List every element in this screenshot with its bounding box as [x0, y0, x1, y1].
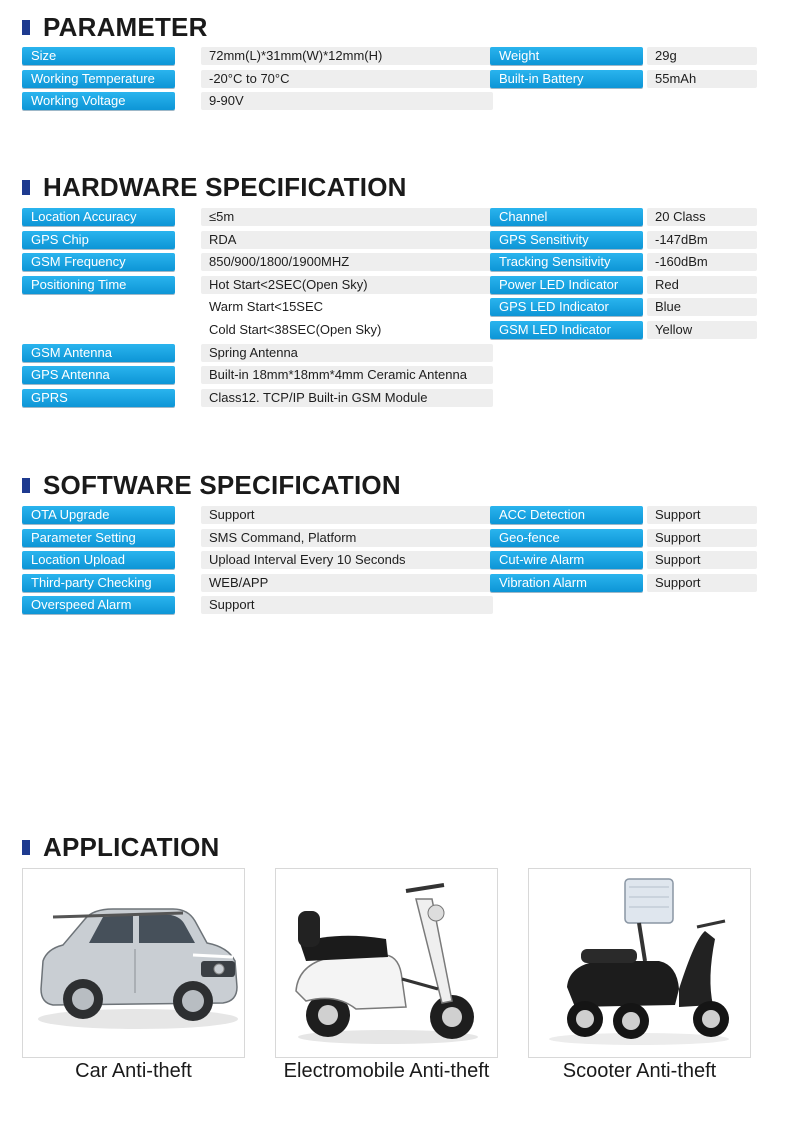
- spec-label: Size: [22, 47, 175, 65]
- spec-value: Warm Start<15SEC: [209, 299, 324, 315]
- spec-value: Support: [647, 529, 757, 547]
- spec-value: Upload Interval Every 10 Seconds: [201, 551, 493, 569]
- spec-value: Support: [201, 506, 493, 524]
- parameter-right-table: [490, 46, 757, 91]
- spec-label: Geo-fence: [490, 529, 643, 547]
- spec-label: Positioning Time: [22, 276, 175, 294]
- spec-label: Location Upload: [22, 551, 175, 569]
- spec-label: OTA Upgrade: [22, 506, 175, 524]
- spec-value: -20°C to 70°C: [201, 70, 493, 88]
- car-image: [22, 868, 245, 1058]
- spec-value: Support: [201, 596, 493, 614]
- spec-label: Tracking Sensitivity: [490, 253, 643, 271]
- spec-label: Working Voltage: [22, 92, 175, 110]
- spec-row: [490, 230, 757, 253]
- heading-marker-icon: [22, 20, 30, 35]
- spec-row: [22, 343, 493, 366]
- spec-value: WEB/APP: [201, 574, 493, 592]
- spec-value: 9-90V: [201, 92, 493, 110]
- spec-label: GPS LED Indicator: [490, 298, 643, 316]
- spec-label: Built-in Battery: [490, 70, 643, 88]
- parameter-heading: PARAMETER: [22, 12, 208, 42]
- spec-label: Channel: [490, 208, 643, 226]
- tricycle-scooter-image: [528, 868, 751, 1058]
- parameter-left-table: [22, 46, 493, 114]
- spec-value: ≤5m: [201, 208, 493, 226]
- spec-label: GSM Frequency: [22, 253, 175, 271]
- spec-row: [490, 320, 757, 343]
- software-heading: SOFTWARE SPECIFICATION: [22, 470, 401, 500]
- heading-marker-icon: [22, 180, 30, 195]
- spec-label: GPS Sensitivity: [490, 231, 643, 249]
- spec-value: 20 Class: [647, 208, 757, 226]
- spec-row: [490, 297, 757, 320]
- spec-row: [22, 69, 493, 92]
- spec-value: Red: [647, 276, 757, 294]
- spec-value: -147dBm: [647, 231, 757, 249]
- spec-row: [22, 550, 493, 573]
- spec-label: Cut-wire Alarm: [490, 551, 643, 569]
- spec-row: [22, 365, 493, 388]
- spec-row: [22, 505, 493, 528]
- spec-label: Parameter Setting: [22, 529, 175, 547]
- spec-value: Hot Start<2SEC(Open Sky): [201, 276, 493, 294]
- spec-row: [22, 230, 493, 253]
- spec-row: [490, 573, 757, 596]
- spec-row: [22, 91, 493, 114]
- scooter-image: [275, 868, 498, 1058]
- caption-scooter: Scooter Anti-theft: [562, 1060, 717, 1082]
- spec-row: [490, 69, 757, 92]
- application-heading: APPLICATION: [22, 832, 220, 862]
- spec-value: Class12. TCP/IP Built-in GSM Module: [201, 389, 493, 407]
- spec-row: [22, 320, 493, 343]
- spec-label: Overspeed Alarm: [22, 596, 175, 614]
- spec-value: Support: [647, 574, 757, 592]
- spec-row: [490, 207, 757, 230]
- spec-label: Working Temperature: [22, 70, 175, 88]
- spec-value: Support: [647, 551, 757, 569]
- spec-value: Yellow: [647, 321, 757, 339]
- hardware-left-table: [22, 207, 493, 410]
- spec-label: ACC Detection: [490, 506, 643, 524]
- spec-row: [490, 275, 757, 298]
- spec-row: [22, 275, 493, 298]
- spec-value: SMS Command, Platform: [201, 529, 493, 547]
- spec-label: Location Accuracy: [22, 208, 175, 226]
- heading-marker-icon: [22, 478, 30, 493]
- caption-electromobile: Electromobile Anti-theft: [283, 1060, 490, 1082]
- spec-value: 55mAh: [647, 70, 757, 88]
- spec-row: [22, 573, 493, 596]
- spec-row: [22, 595, 493, 618]
- spec-label: GPRS: [22, 389, 175, 407]
- spec-row: [22, 528, 493, 551]
- spec-label: GPS Chip: [22, 231, 175, 249]
- spec-label: GSM LED Indicator: [490, 321, 643, 339]
- spec-value: 72mm(L)*31mm(W)*12mm(H): [201, 47, 493, 65]
- spec-row: [490, 528, 757, 551]
- spec-label: GPS Antenna: [22, 366, 175, 384]
- software-left-table: [22, 505, 493, 618]
- spec-row: [22, 388, 493, 411]
- spec-value: Blue: [647, 298, 757, 316]
- spec-label: Weight: [490, 47, 643, 65]
- heading-marker-icon: [22, 840, 30, 855]
- spec-row: [490, 252, 757, 275]
- spec-row: [22, 297, 493, 320]
- caption-car: Car Anti-theft: [75, 1060, 192, 1082]
- spec-row: [490, 505, 757, 528]
- spec-value: Spring Antenna: [201, 344, 493, 362]
- spec-value: RDA: [201, 231, 493, 249]
- spec-value: 850/900/1800/1900MHZ: [201, 253, 493, 271]
- spec-row: [22, 207, 493, 230]
- spec-row: [490, 550, 757, 573]
- spec-value: 29g: [647, 47, 757, 65]
- spec-value: Built-in 18mm*18mm*4mm Ceramic Antenna: [201, 366, 493, 384]
- hardware-heading: HARDWARE SPECIFICATION: [22, 172, 407, 202]
- hardware-right-table: [490, 207, 757, 343]
- spec-value: -160dBm: [647, 253, 757, 271]
- spec-row: [490, 46, 757, 69]
- spec-row: [22, 46, 493, 69]
- spec-value: Support: [647, 506, 757, 524]
- spec-label: Third-party Checking: [22, 574, 175, 592]
- spec-value: Cold Start<38SEC(Open Sky): [209, 321, 382, 337]
- spec-label: Vibration Alarm: [490, 574, 643, 592]
- spec-label: GSM Antenna: [22, 344, 175, 362]
- spec-label: Power LED Indicator: [490, 276, 643, 294]
- software-right-table: [490, 505, 757, 595]
- spec-row: [22, 252, 493, 275]
